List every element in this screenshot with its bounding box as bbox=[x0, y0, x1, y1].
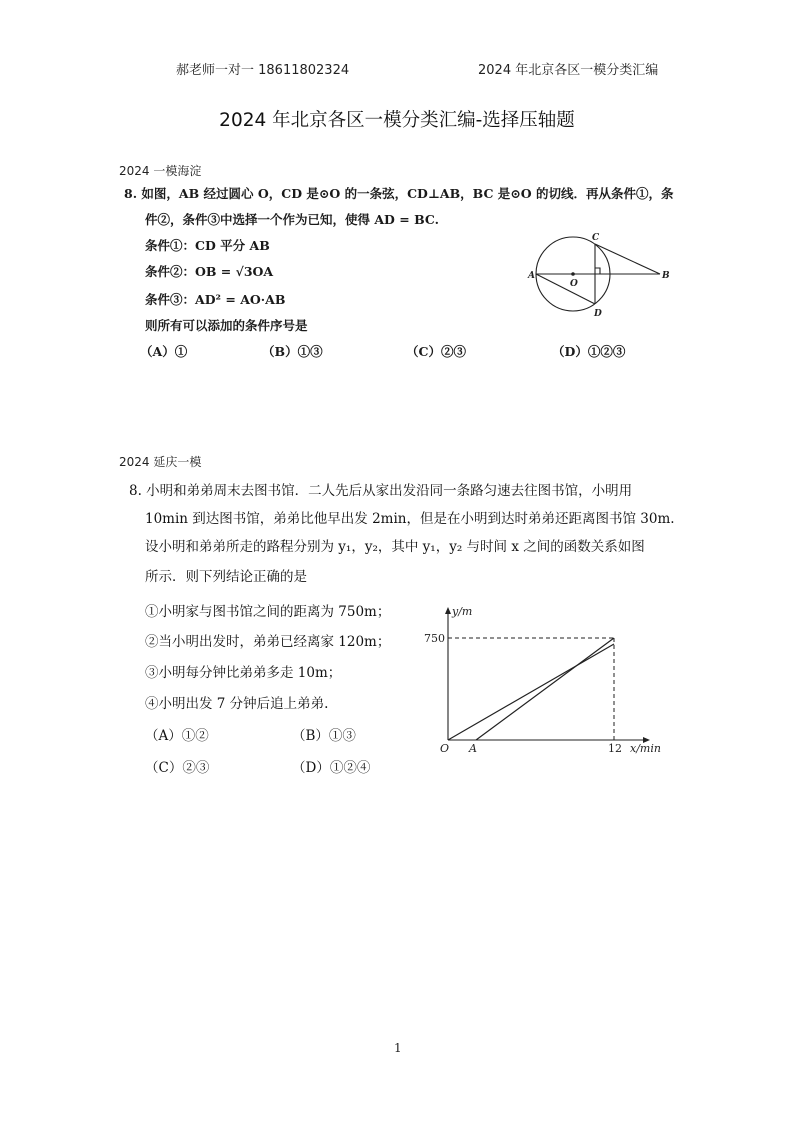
question-line: 10min 到达图书馆，弟弟比他早出发 2min，但是在小明到达时弟弟还距离图书馆 30m. bbox=[145, 511, 675, 527]
label-a: A bbox=[528, 271, 535, 281]
option-a: （A）①② bbox=[145, 728, 209, 744]
page-title: 2024 年北京各区一模分类汇编-选择压轴题 bbox=[219, 110, 575, 131]
question-line: 设小明和弟弟所走的路程分别为 y₁，y₂，其中 y₁，y₂ 与时间 x 之间的函数关系如图 bbox=[145, 539, 645, 555]
question-line: 所示．则下列结论正确的是 bbox=[145, 569, 307, 585]
x-axis-label: x/min bbox=[630, 742, 661, 755]
statement-4: ④小明出发 7 分钟后追上弟弟. bbox=[145, 696, 329, 712]
y-axis-label: y/m bbox=[452, 605, 473, 618]
option-b: （B）①③ bbox=[292, 728, 356, 744]
question-line: 件②，条件③中选择一个作为已知，使得 AD = BC. bbox=[145, 212, 439, 227]
label-b: B bbox=[662, 271, 670, 281]
section-label-yanqing: 2024 延庆一模 bbox=[119, 455, 202, 469]
condition-1: 条件①：CD 平分 AB bbox=[145, 238, 270, 253]
header-left: 郝老师一对一 18611802324 bbox=[176, 63, 350, 78]
point-a-label: A bbox=[469, 742, 477, 755]
header-right: 2024 年北京各区一模分类汇编 bbox=[478, 63, 659, 78]
label-c: C bbox=[592, 233, 600, 243]
label-o: O bbox=[570, 279, 578, 289]
y-tick-750: 750 bbox=[424, 632, 445, 645]
y-axis-arrow bbox=[445, 607, 451, 614]
option-d: （D）①②③ bbox=[552, 344, 626, 359]
origin-label: O bbox=[440, 742, 450, 755]
statement-1: ①小明家与图书馆之间的距离为 750m； bbox=[145, 604, 391, 620]
statement-3: ③小明每分钟比弟弟多走 10m； bbox=[145, 665, 342, 681]
x-tick-12: 12 bbox=[608, 742, 622, 755]
circle-figure bbox=[520, 228, 672, 322]
question-line: 8. 小明和弟弟周末去图书馆．二人先后从家出发沿同一条路匀速去往图书馆，小明用 bbox=[129, 483, 633, 499]
option-b: （B）①③ bbox=[262, 344, 323, 359]
distance-time-graph bbox=[418, 600, 668, 760]
page-number: 1 bbox=[394, 1041, 402, 1055]
line-y2 bbox=[448, 644, 614, 740]
question-line: 8. 如图，AB 经过圆心 O，CD 是⊙O 的一条弦，CD⊥AB，BC 是⊙O 的切线．再从条件①，条 bbox=[124, 186, 674, 201]
condition-3: 条件③：AD² = AO·AB bbox=[145, 292, 286, 307]
condition-2: 条件②：OB = √3OA bbox=[145, 264, 274, 279]
option-a: （A）① bbox=[140, 344, 188, 359]
label-d: D bbox=[594, 309, 602, 319]
line-y1 bbox=[476, 638, 614, 740]
question-prompt: 则所有可以添加的条件序号是 bbox=[145, 318, 308, 333]
option-c: （C）②③ bbox=[406, 344, 466, 359]
statement-2: ②当小明出发时，弟弟已经离家 120m； bbox=[145, 634, 391, 650]
option-d: （D）①②④ bbox=[292, 760, 371, 776]
option-c: （C）②③ bbox=[145, 760, 210, 776]
section-label-haidian: 2024 一模海淀 bbox=[119, 164, 202, 178]
